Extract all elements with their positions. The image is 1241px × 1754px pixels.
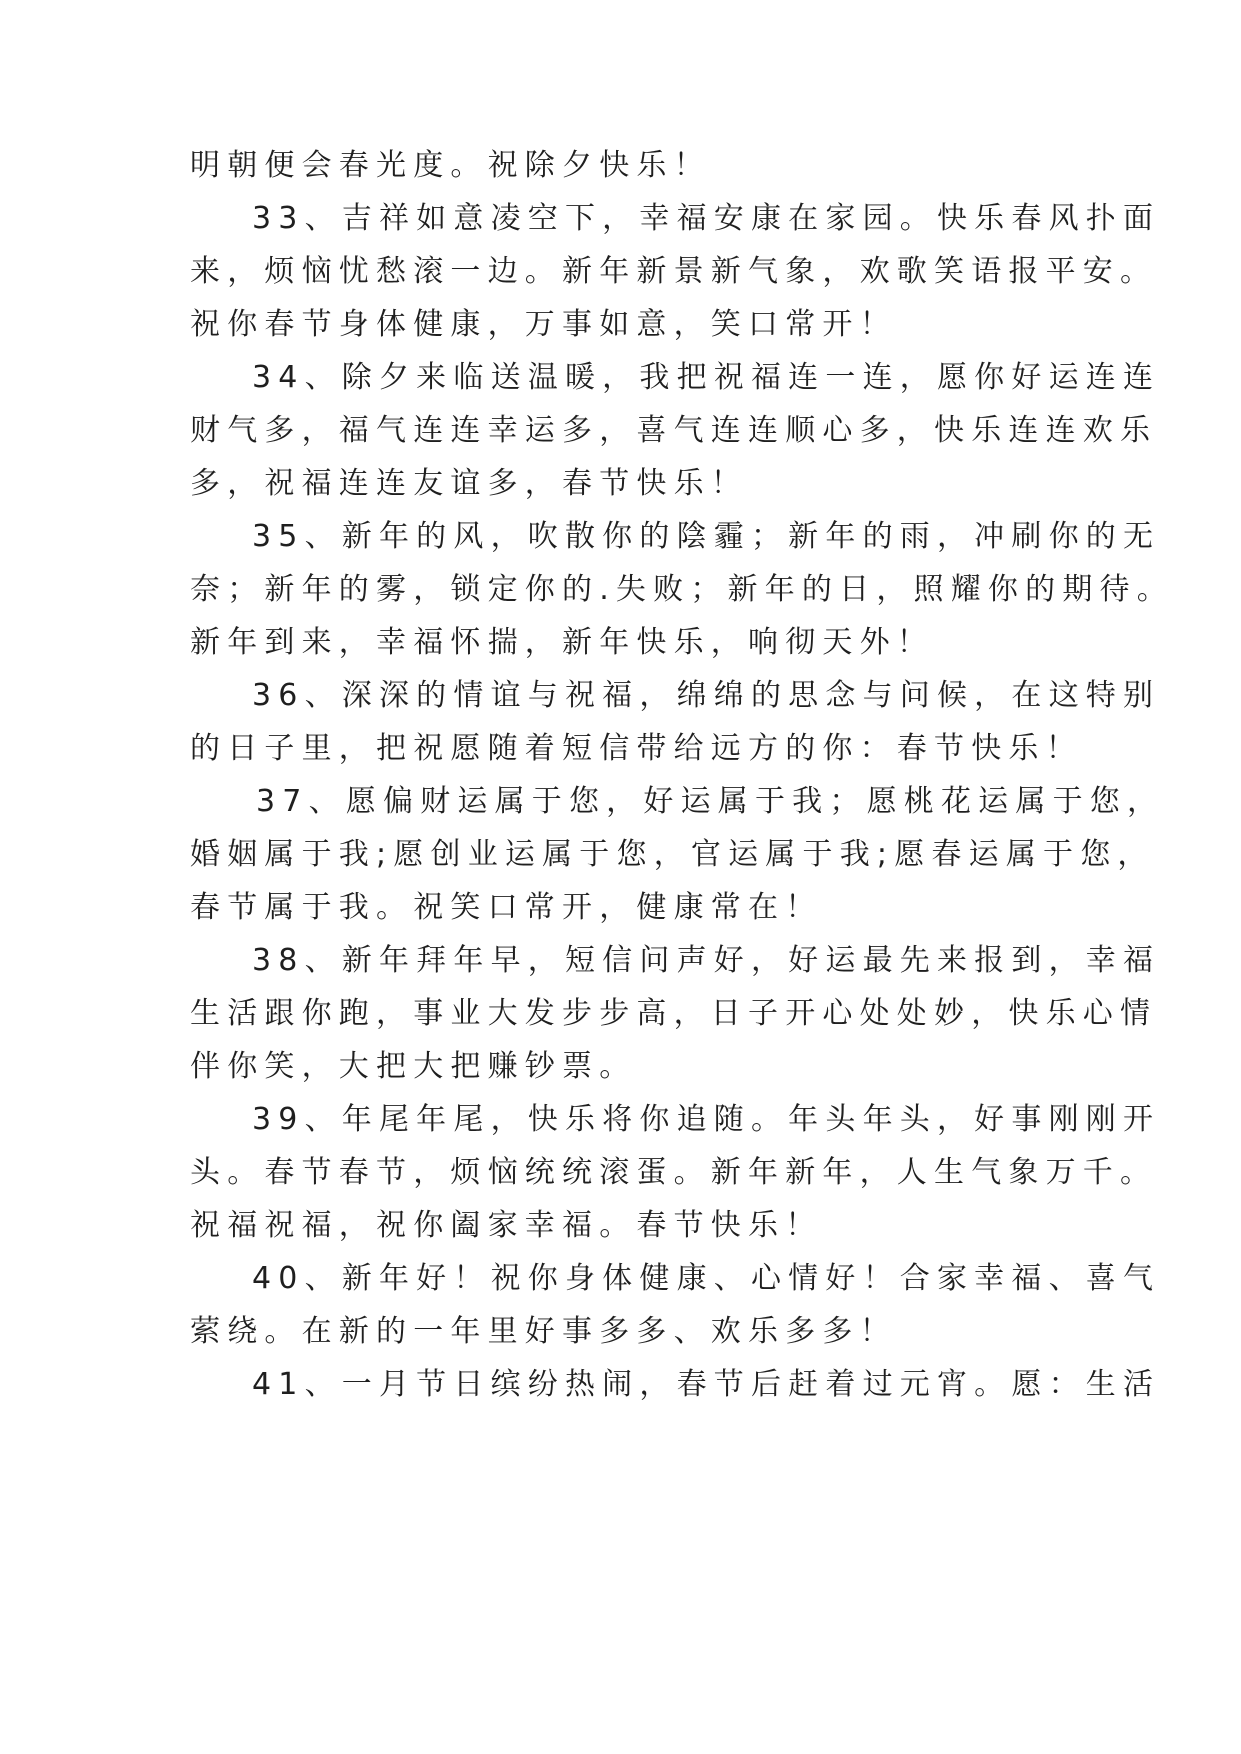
text-line: 春节属于我。祝笑口常开，健康常在！ xyxy=(190,890,823,925)
paragraph-37-line-1: 37、愿偏财运属于您，好运属于我；愿桃花运属于您， xyxy=(256,784,1165,819)
text-line: 生活跟你跑，事业大发步步高，日子开心处处妙，快乐心情 xyxy=(190,996,1158,1031)
paragraph-34-line-1: 34、除夕来临送温暖，我把祝福连一连，愿你好运连连 xyxy=(252,360,1161,395)
text-line: 萦绕。在新的一年里好事多多、欢乐多多！ xyxy=(190,1314,897,1349)
text-line: 祝福祝福，祝你阖家幸福。春节快乐！ xyxy=(190,1208,823,1243)
paragraph-33-line-1: 33、吉祥如意凌空下，幸福安康在家园。快乐春风扑面 xyxy=(252,201,1161,236)
text-line: 明朝便会春光度。祝除夕快乐！ xyxy=(190,148,711,183)
paragraph-38-line-1: 38、新年拜年早，短信问声好，好运最先来报到，幸福 xyxy=(252,943,1161,978)
text-line: 来，烦恼忧愁滚一边。新年新景新气象，欢歌笑语报平安。 xyxy=(190,254,1158,289)
paragraph-36-line-1: 36、深深的情谊与祝福，绵绵的思念与问候，在这特别 xyxy=(252,678,1161,713)
text-line: 奈；新年的雾，锁定你的.失败；新年的日，照耀你的期待。 xyxy=(190,572,1174,607)
paragraph-35-line-1: 35、新年的风，吹散你的陰霾；新年的雨，冲刷你的无 xyxy=(252,519,1161,554)
paragraph-39-line-1: 39、年尾年尾，快乐将你追随。年头年头，好事刚刚开 xyxy=(252,1102,1161,1137)
text-line: 婚姻属于我;愿创业运属于您，官运属于我;愿春运属于您， xyxy=(190,837,1155,872)
text-line: 新年到来，幸福怀揣，新年快乐，响彻天外！ xyxy=(190,625,934,660)
paragraph-41-line-1: 41、一月节日缤纷热闹，春节后赶着过元宵。愿：生活 xyxy=(252,1367,1161,1402)
text-line: 的日子里，把祝愿随着短信带给远方的你：春节快乐！ xyxy=(190,731,1083,766)
text-line: 伴你笑，大把大把赚钞票。 xyxy=(190,1049,637,1084)
text-line: 头。春节春节，烦恼统统滚蛋。新年新年，人生气象万千。 xyxy=(190,1155,1158,1190)
text-line: 多，祝福连连友谊多，春节快乐！ xyxy=(190,466,748,501)
text-line: 财气多，福气连连幸运多，喜气连连顺心多，快乐连连欢乐 xyxy=(190,413,1158,448)
paragraph-40-line-1: 40、新年好！祝你身体健康、心情好！合家幸福、喜气 xyxy=(252,1261,1161,1296)
text-line: 祝你春节身体健康，万事如意，笑口常开！ xyxy=(190,307,897,342)
